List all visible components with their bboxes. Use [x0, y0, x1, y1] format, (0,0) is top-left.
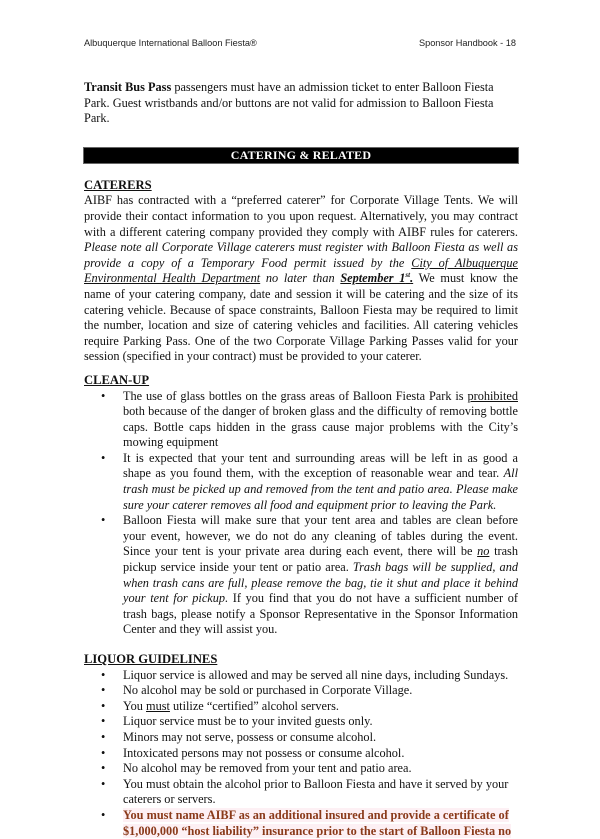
- cleanup-text: both because of the danger of broken glass and the difficulty of removing bottle caps. Bottle caps hidden in the grass cause major problems with the City’s mowing equipment: [123, 404, 518, 450]
- cleanup-item: [84, 451, 518, 513]
- caterers-text-1: AIBF has contracted with a “preferred caterer” for Corporate Village Tents. We will provide their contact information to you upon request. Alternatively, you may contract with a different catering company provided they comply with AIBF rules for caterers.: [84, 193, 518, 239]
- caterers-text-2: We must know the name of your catering company, date and session it will be catering and the size of its catering vehicle. Because of space constraints, Balloon Fiesta may be required to limit the number, location and size of catering vehicles and facilities. All catering vehicles require Parking Pass. One of the two Corporate Village Parking Passes valid for your session (specified in your contract) must be provided to your caterer.: [84, 271, 519, 364]
- cleanup-italic: Trash bags will be supplied, and when trash cans are full, please remove the bag, tie it shut and place it behind your tent for pickup.: [123, 560, 518, 606]
- document-body: [84, 80, 518, 839]
- cleanup-heading: CLEAN-UP: [84, 372, 150, 387]
- liquor-heading: LIQUOR GUIDELINES: [84, 652, 218, 666]
- cleanup-text: If you find that you do not have a sufficient number of trash bags, please notify a Sponsor Representative in the Sponsor Information Center and they will assist you.: [123, 591, 518, 637]
- deadline-sup: st: [405, 271, 411, 280]
- must-emphasis: must: [146, 698, 170, 713]
- transit-text: passengers must have an admission ticket to enter Balloon Fiesta Park. Guest wristbands and/or buttons are not valid for admission to Balloon Fiesta Park.: [84, 80, 494, 126]
- cleanup-text: It is expected that your tent and surrounding areas will be left in as good a shape as you found them, with the exception of reasonable wear and tear.: [123, 450, 518, 481]
- liquor-item: • Intoxicated persons may not possess or consume alcohol.: [84, 746, 518, 762]
- cleanup-text: trash pickup service inside your tent or patio area.: [123, 544, 518, 575]
- liquor-item: • Minors may not serve, possess or consume alcohol.: [84, 730, 518, 746]
- liquor-item: • No alcohol may be sold or purchased in Corporate Village.: [84, 683, 518, 699]
- cleanup-item: [84, 389, 518, 451]
- header-org-name: Albuquerque International Balloon Fiesta®: [84, 38, 257, 48]
- deadline-text: September 1: [340, 271, 406, 286]
- cleanup-text: Balloon Fiesta will make sure that your tent area and tables are clean before your event, however, we do not do any cleaning of tables during the event. Since your tent is your private area during each event, there will be: [123, 513, 518, 559]
- cleanup-italic: All trash must be picked up and removed from the tent and patio area. Please make sure your caterer removes all food and equipment prior to leaving the Park.: [123, 466, 518, 512]
- cleanup-item: [84, 513, 518, 638]
- liquor-item: • No alcohol may be removed from your tent and patio area.: [84, 761, 518, 777]
- liquor-text: utilize “certified” alcohol servers.: [169, 698, 339, 713]
- caterers-heading: CATERERS: [84, 177, 152, 192]
- liquor-text: You: [123, 698, 147, 713]
- city-department-link: City of Albuquerque Environmental Health Department: [84, 255, 518, 286]
- liquor-item: • Liquor service must be to your invited guests only.: [84, 714, 518, 730]
- liquor-item: • Liquor service is allowed and may be served all nine days, including Sundays.: [84, 668, 518, 684]
- deadline: [340, 271, 413, 285]
- transit-bold: Transit Bus Pass: [84, 80, 172, 94]
- liquor-item: • You must obtain the alcohol prior to Balloon Fiesta and have it served by your caterers or servers.: [84, 777, 518, 808]
- cleanup-text: The use of glass bottles on the grass areas of Balloon Fiesta Park is: [123, 388, 468, 403]
- caterers-italic-2: no later than: [260, 271, 341, 286]
- liquor-item-insurance: [84, 808, 518, 839]
- liquor-item: [84, 699, 518, 715]
- insurance-highlight: You must name AIBF as an additional insured and provide a certificate of $1,000,000 “host liability” insurance prior to the start of Balloon Fiesta no: [123, 807, 512, 838]
- header-page-number: Sponsor Handbook - 18: [418, 38, 516, 48]
- deadline-end: .: [410, 271, 414, 286]
- prohibited-emphasis: prohibited: [467, 388, 518, 403]
- page-header: [84, 38, 516, 52]
- liquor-list: [84, 668, 518, 839]
- caterers-paragraph: [84, 193, 518, 365]
- no-emphasis: no: [477, 544, 490, 559]
- transit-paragraph: [84, 80, 518, 127]
- section-banner: CATERING & RELATED: [83, 147, 519, 164]
- cleanup-list: [84, 389, 518, 639]
- caterers-italic-1: Please note all Corporate Village caterers must register with Balloon Fiesta as well as provide a copy of a Temporary Food permit issued by the: [84, 240, 518, 270]
